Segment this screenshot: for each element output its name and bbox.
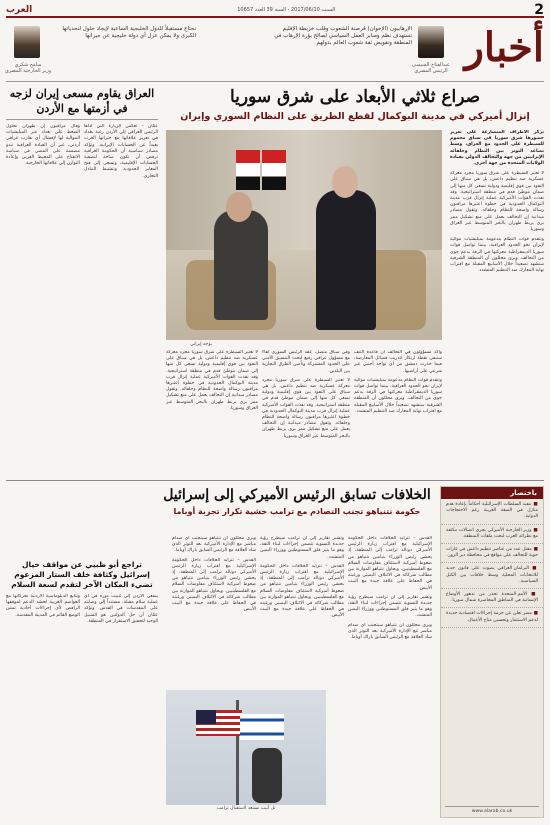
top-story-headline[interactable]: صراع ثلاثي الأبعاد على شرق سوريا	[229, 87, 481, 107]
quote-1-name: عبدالفتاح السيسي	[412, 62, 450, 68]
top-story-lead: تركز الأطراف المتصارعة على تعزيز حضورها شرق سوريا في سباق محموم للسيطرة على الحدود مع العراق، وسط تصاعد التوتر بين النظام وحلفائه الإيرانيين من جهة والتحالف الدولي بقيادة الولايات المتحدة من جهة أخرى.	[450, 130, 544, 167]
briefs-sidebar	[440, 486, 544, 818]
brief-text: الأمم المتحدة تحذر من تدهور الأوضاع الإنسانية في المناطق المحاصرة شمال سوريا.	[446, 592, 538, 604]
dateline: السبت 2017/06/10 - السنة 39 العدد 10657	[237, 7, 336, 13]
masthead-strip	[6, 4, 544, 18]
top-story-column-3	[262, 350, 350, 470]
iraq-story-columns	[6, 124, 158, 504]
brief-text: مصر تعلن عن حزمة إجراءات اقتصادية جديدة لدعم الاستثمار وتحسين مناخ الأعمال.	[446, 611, 538, 623]
header-quote-1-name	[401, 62, 461, 74]
top-story-column-4	[166, 350, 258, 470]
syrian-flag-icon	[262, 150, 286, 190]
brief-text: البرلمان العراقي يصوت على قانون جديد للانتخابات المحلية وسط خلافات بين الكتل السياسية.	[446, 566, 538, 584]
top-story-body-4: وفي سياق متصل، عقد الرئيس السوري لقاءً مع مسؤول عراقي رفيع لبحث التنسيق الأمني على الحدود المشتركة وتأمين الطرق التجارية بين البلدين.	[262, 350, 350, 374]
brief-text: وزير الخارجية الأميركي يجري اتصالات مكثفة مع نظرائه العرب لبحث ملفات المنطقة.	[446, 527, 538, 539]
jordan-story-columns	[6, 594, 158, 825]
israel-story-body-3: ويرى محللون أن نتنياهو سيتجنب أي صدام مباشر مع الإدارة الأميركية بعد التوتر الذي ساد العلاقة مع الرئيس السابق باراك أوباما.	[348, 622, 432, 641]
israel-story-column-1	[348, 536, 432, 816]
syrian-flag-icon	[236, 150, 260, 190]
briefs-title: باختصار	[441, 487, 543, 499]
bullet-icon: ■	[532, 611, 538, 617]
flags-photo	[166, 690, 326, 805]
jordan-story	[6, 560, 158, 825]
jordan-story-body-2: وتتابع الدبلوماسية الأردنية تحركاتها مع العواصم الغربية لحشد الدعم لموقفها الرافض لأي إجراءات أحادية تمس الوضع القائم في المدينة المقدسة.	[6, 594, 80, 618]
shoukry-photo	[14, 26, 40, 58]
israel-story-body-1c: القدس – تتزايد الخلافات داخل الحكومة الإسرائيلية مع اقتراب زيارة الرئيس الأميركي دونالد ترامب إلى المنطقة، إذ يخشى رئيس الوزراء بنيامين نتنياهو من ضغوط أميركية لاستئناف مفاوضات السلام مع الفلسطينيين. ويحاول نتنياهو الموازنة بين مطالب شركائه في الائتلاف اليميني ورغبته في الحفاظ على علاقة جيدة مع البيت الأبيض.	[172, 557, 256, 613]
israel-story-body-1b: القدس – تتزايد الخلافات داخل الحكومة الإسرائيلية مع اقتراب زيارة الرئيس الأميركي دونالد ترامب إلى المنطقة، إذ يخشى رئيس الوزراء بنيامين نتنياهو من ضغوط أميركية لاستئناف مفاوضات السلام مع الفلسطينيين. ويحاول نتنياهو الموازنة بين مطالب شركائه في الائتلاف اليميني ورغبته في الحفاظ على علاقة جيدة مع البيت الأبيض.	[260, 563, 344, 619]
israel-flag-icon	[240, 714, 284, 740]
top-story-body-1: لا تعتبر السيطرة على شرق سوريا مجرد معركة عسكرية ضد تنظيم داعش، بل هي سباق على النفوذ بين قوى إقليمية ودولية تسعى كل منها إلى ضمان موطئ قدم في منطقة استراتيجية. وقد نفذت القوات الأميركية عملية إنزال قرب مدينة البوكمال الحدودية في خطوة اعتبرها مراقبون رسالة واضحة للنظام وحلفائه. وتقول مصادر ميدانية إن التحالف يعمل على منع تشكيل ممر بري يربط طهران بالبحر المتوسط عبر العراق وسوريا.	[450, 171, 544, 233]
bullet-icon: ■	[531, 527, 538, 533]
top-story-headline-block	[166, 86, 544, 123]
header-quote-2-name	[0, 62, 58, 74]
website-link[interactable]: www.alarab.co.uk	[445, 806, 539, 814]
photo-caption: بوجه إيراني	[190, 342, 212, 347]
jordan-story-headline[interactable]: تراجع أبو ظبيي عن مواقف حيال إسرائيل وكثافة خلف الستار المزعوم تضيء المكان الآخر لتقدم لسعة السلام	[11, 560, 153, 589]
header-quote-2: نحتاج مستقبلاً للدول الخليجية الساعية لإيجاد حلول لتحدياتها الكبرى ولا يمكن عزل أي دولة خليجية عن جيرانها	[62, 26, 196, 39]
israel-story-body-3b: ويرى محللون أن نتنياهو سيتجنب أي صدام مباشر مع الإدارة الأميركية بعد التوتر الذي ساد العلاقة مع الرئيس السابق باراك أوباما.	[172, 536, 256, 554]
assad-meeting-photo	[166, 130, 442, 340]
iraq-story-headline[interactable]: العراق يقاوم مسعى إيران لزجه في أزمتها مع الأردن	[6, 86, 158, 120]
section-divider	[6, 480, 544, 481]
israel-story-subhead: حكومة نتنياهو تجنب التصادم مع ترامب خشية تكرار تجربة أوباما	[173, 507, 421, 516]
brief-text: مقتل عدد من عناصر تنظيم داعش في غارات جوية للتحالف على مواقع في محافظة دير الزور.	[446, 547, 538, 559]
page-number: 2	[534, 2, 544, 18]
brief-item[interactable]	[441, 499, 543, 525]
israel-story-headline-block	[162, 486, 432, 517]
top-story-body-3: وأكد مسؤولون في التحالف أن قاعدة التنف ستبقى نقطة ارتكاز لتدريب فصائل المعارضة، فيما حذرت دمشق من أي تواجد أجنبي غير شرعي على أراضيها.	[354, 350, 442, 374]
section-header	[6, 20, 544, 82]
top-story-body-1c: لا تعتبر السيطرة على شرق سوريا مجرد معركة عسكرية ضد تنظيم داعش، بل هي سباق على النفوذ بين قوى إقليمية ودولية تسعى كل منها إلى ضمان موطئ قدم في منطقة استراتيجية. وقد نفذت القوات الأميركية عملية إنزال قرب مدينة البوكمال الحدودية في خطوة اعتبرها مراقبون رسالة واضحة للنظام وحلفائه. وتقول مصادر ميدانية إن التحالف يعمل على منع تشكيل ممر بري يربط طهران بالبحر المتوسط عبر العراق وسوريا.	[166, 350, 258, 411]
israel-story-headline[interactable]: الخلافات تسابق الرئيس الأميركي إلى إسرائيل	[163, 487, 431, 503]
quote-1-role: الرئيس المصري	[414, 68, 448, 74]
brief-item[interactable]	[441, 525, 543, 544]
top-story-subhead: إنزال أميركي في مدينة البوكمال لقطع الطريق على النظام السوري وإيران	[180, 111, 530, 122]
iraq-story	[6, 86, 158, 504]
quote-2-name: سامح شكري	[14, 62, 42, 68]
bullet-icon: ■	[529, 566, 538, 572]
brief-item[interactable]	[441, 563, 543, 589]
brand-logo: العرب	[6, 5, 33, 15]
israel-story-body-2b: وتشير تقارير إلى أن ترامب سيطرح رؤية جديدة للتسوية تتضمن إجراءات لبناء الثقة، وهو ما يثير قلق المستوطنين ووزراء اليمين المتشدد.	[260, 536, 344, 560]
jordan-story-body-1: يسعى الأردن إلى تثبيت دوره في أي عملية سلام مقبلة، مستنداً إلى وصايته على المقدسات في القدس. وتؤكد عمّان أن حل الدولتين هو السبيل الوحيد لتحقيق الاستقرار في المنطقة.	[84, 594, 158, 624]
israel-story-body-2: وتشير تقارير إلى أن ترامب سيطرح رؤية جديدة للتسوية تتضمن إجراءات لبناء الثقة، وهو ما يثير قلق المستوطنين ووزراء اليمين المتشدد.	[348, 594, 432, 619]
sisi-photo	[418, 26, 444, 58]
bullet-icon: ■	[531, 502, 538, 507]
israel-story-body-1: القدس – تتزايد الخلافات داخل الحكومة الإسرائيلية مع اقتراب زيارة الرئيس الأميركي دونالد ترامب إلى المنطقة، إذ يخشى رئيس الوزراء بنيامين نتنياهو من ضغوط أميركية لاستئناف مفاوضات السلام مع الفلسطينيين. ويحاول نتنياهو الموازنة بين مطالب شركائه في الائتلاف اليميني ورغبته في الحفاظ على علاقة جيدة مع البيت الأبيض.	[348, 536, 432, 591]
quote-2-role: وزير الخارجية المصري	[4, 68, 52, 74]
top-story-column-1	[450, 130, 544, 470]
top-story-column-2	[354, 350, 442, 470]
brief-item[interactable]	[441, 608, 543, 627]
bullet-icon: ■	[531, 547, 538, 553]
brief-item[interactable]	[441, 589, 543, 608]
bullet-icon: ■	[527, 592, 538, 598]
top-story-body-1b: لا تعتبر السيطرة على شرق سوريا مجرد معركة عسكرية ضد تنظيم داعش، بل هي سباق على النفوذ بين قوى إقليمية ودولية تسعى كل منها إلى ضمان موطئ قدم في منطقة استراتيجية. وقد نفذت القوات الأميركية عملية إنزال قرب مدينة البوكمال الحدودية في خطوة اعتبرها مراقبون رسالة واضحة للنظام وحلفائه. وتقول مصادر ميدانية إن التحالف يعمل على منع تشكيل ممر بري يربط طهران بالبحر المتوسط عبر العراق وسوريا.	[262, 377, 350, 439]
iraq-story-body-1: عمّان – تعكس الزيارة التي أداها الرئيس العراقي إلى الأردن رغبة بغداد في تعزيز علاقاتها مع جيرانها العرب بعيداً عن الحسابات الإيرانية. وتؤكد مصادر سياسية أن الحكومة العراقية ترفض أن تكون ساحة لتصفية الحسابات الإقليمية، وتسعى إلى فتح المعابر الحدودية وتنشيط التبادل التجاري.	[84, 124, 158, 179]
flags-photo-caption: تل أبيب تستعد لاستقبال ترامب	[216, 806, 276, 811]
brief-text: تنفيذ السلطات الإسرائيلية أحكاماً بإعادة هدم منازل في الضفة الغربية رغم الاحتجاجات الدولية.	[446, 502, 538, 520]
brief-item[interactable]	[441, 544, 543, 563]
iraq-story-body-2: وقال مراقبون إن طهران تحاول الضغط على بغداد عبر الميليشيات الموالية لها لإفشال أي تقارب عراقي أردني، غير أن القيادة العراقية تبدو مصممة على المضي في سياسة الانفتاح على المحيط العربي وإعادة التوازن إلى علاقاتها الخارجية.	[6, 124, 80, 167]
header-quote-1: الإرهابيون (الإخوان) قرصنة الشعوب وقلب خريطة الإقليم تستهدف نظم ومنابر العمل السياسي لصالح بؤرة الإرهاب في المنطقة وتقويض ثقة شعوب العالم بدولهم	[274, 26, 412, 46]
top-story-body-2b: وتتقدم قوات النظام مدعومة بميليشيات موالية لإيران نحو الحدود العراقية، بينما تواصل قوات سوريا الديمقراطية معركتها في الرقة بدعم جوي من التحالف. ويرى محللون أن المنطقة الشرقية ستشهد تصعيداً خلال الأسابيع المقبلة مع اقتراب نهاية المعارك ضد التنظيم المتشدد.	[354, 377, 442, 414]
section-title: أخبار	[464, 24, 544, 71]
israel-story-column-3	[172, 536, 256, 681]
israel-story-column-2	[260, 536, 344, 681]
top-story-body-2: وتتقدم قوات النظام مدعومة بميليشيات موالية لإيران نحو الحدود العراقية، بينما تواصل قوات سوريا الديمقراطية معركتها في الرقة بدعم جوي من التحالف. ويرى محللون أن المنطقة الشرقية ستشهد تصعيداً خلال الأسابيع المقبلة مع اقتراب نهاية المعارك ضد التنظيم المتشدد.	[450, 237, 544, 274]
